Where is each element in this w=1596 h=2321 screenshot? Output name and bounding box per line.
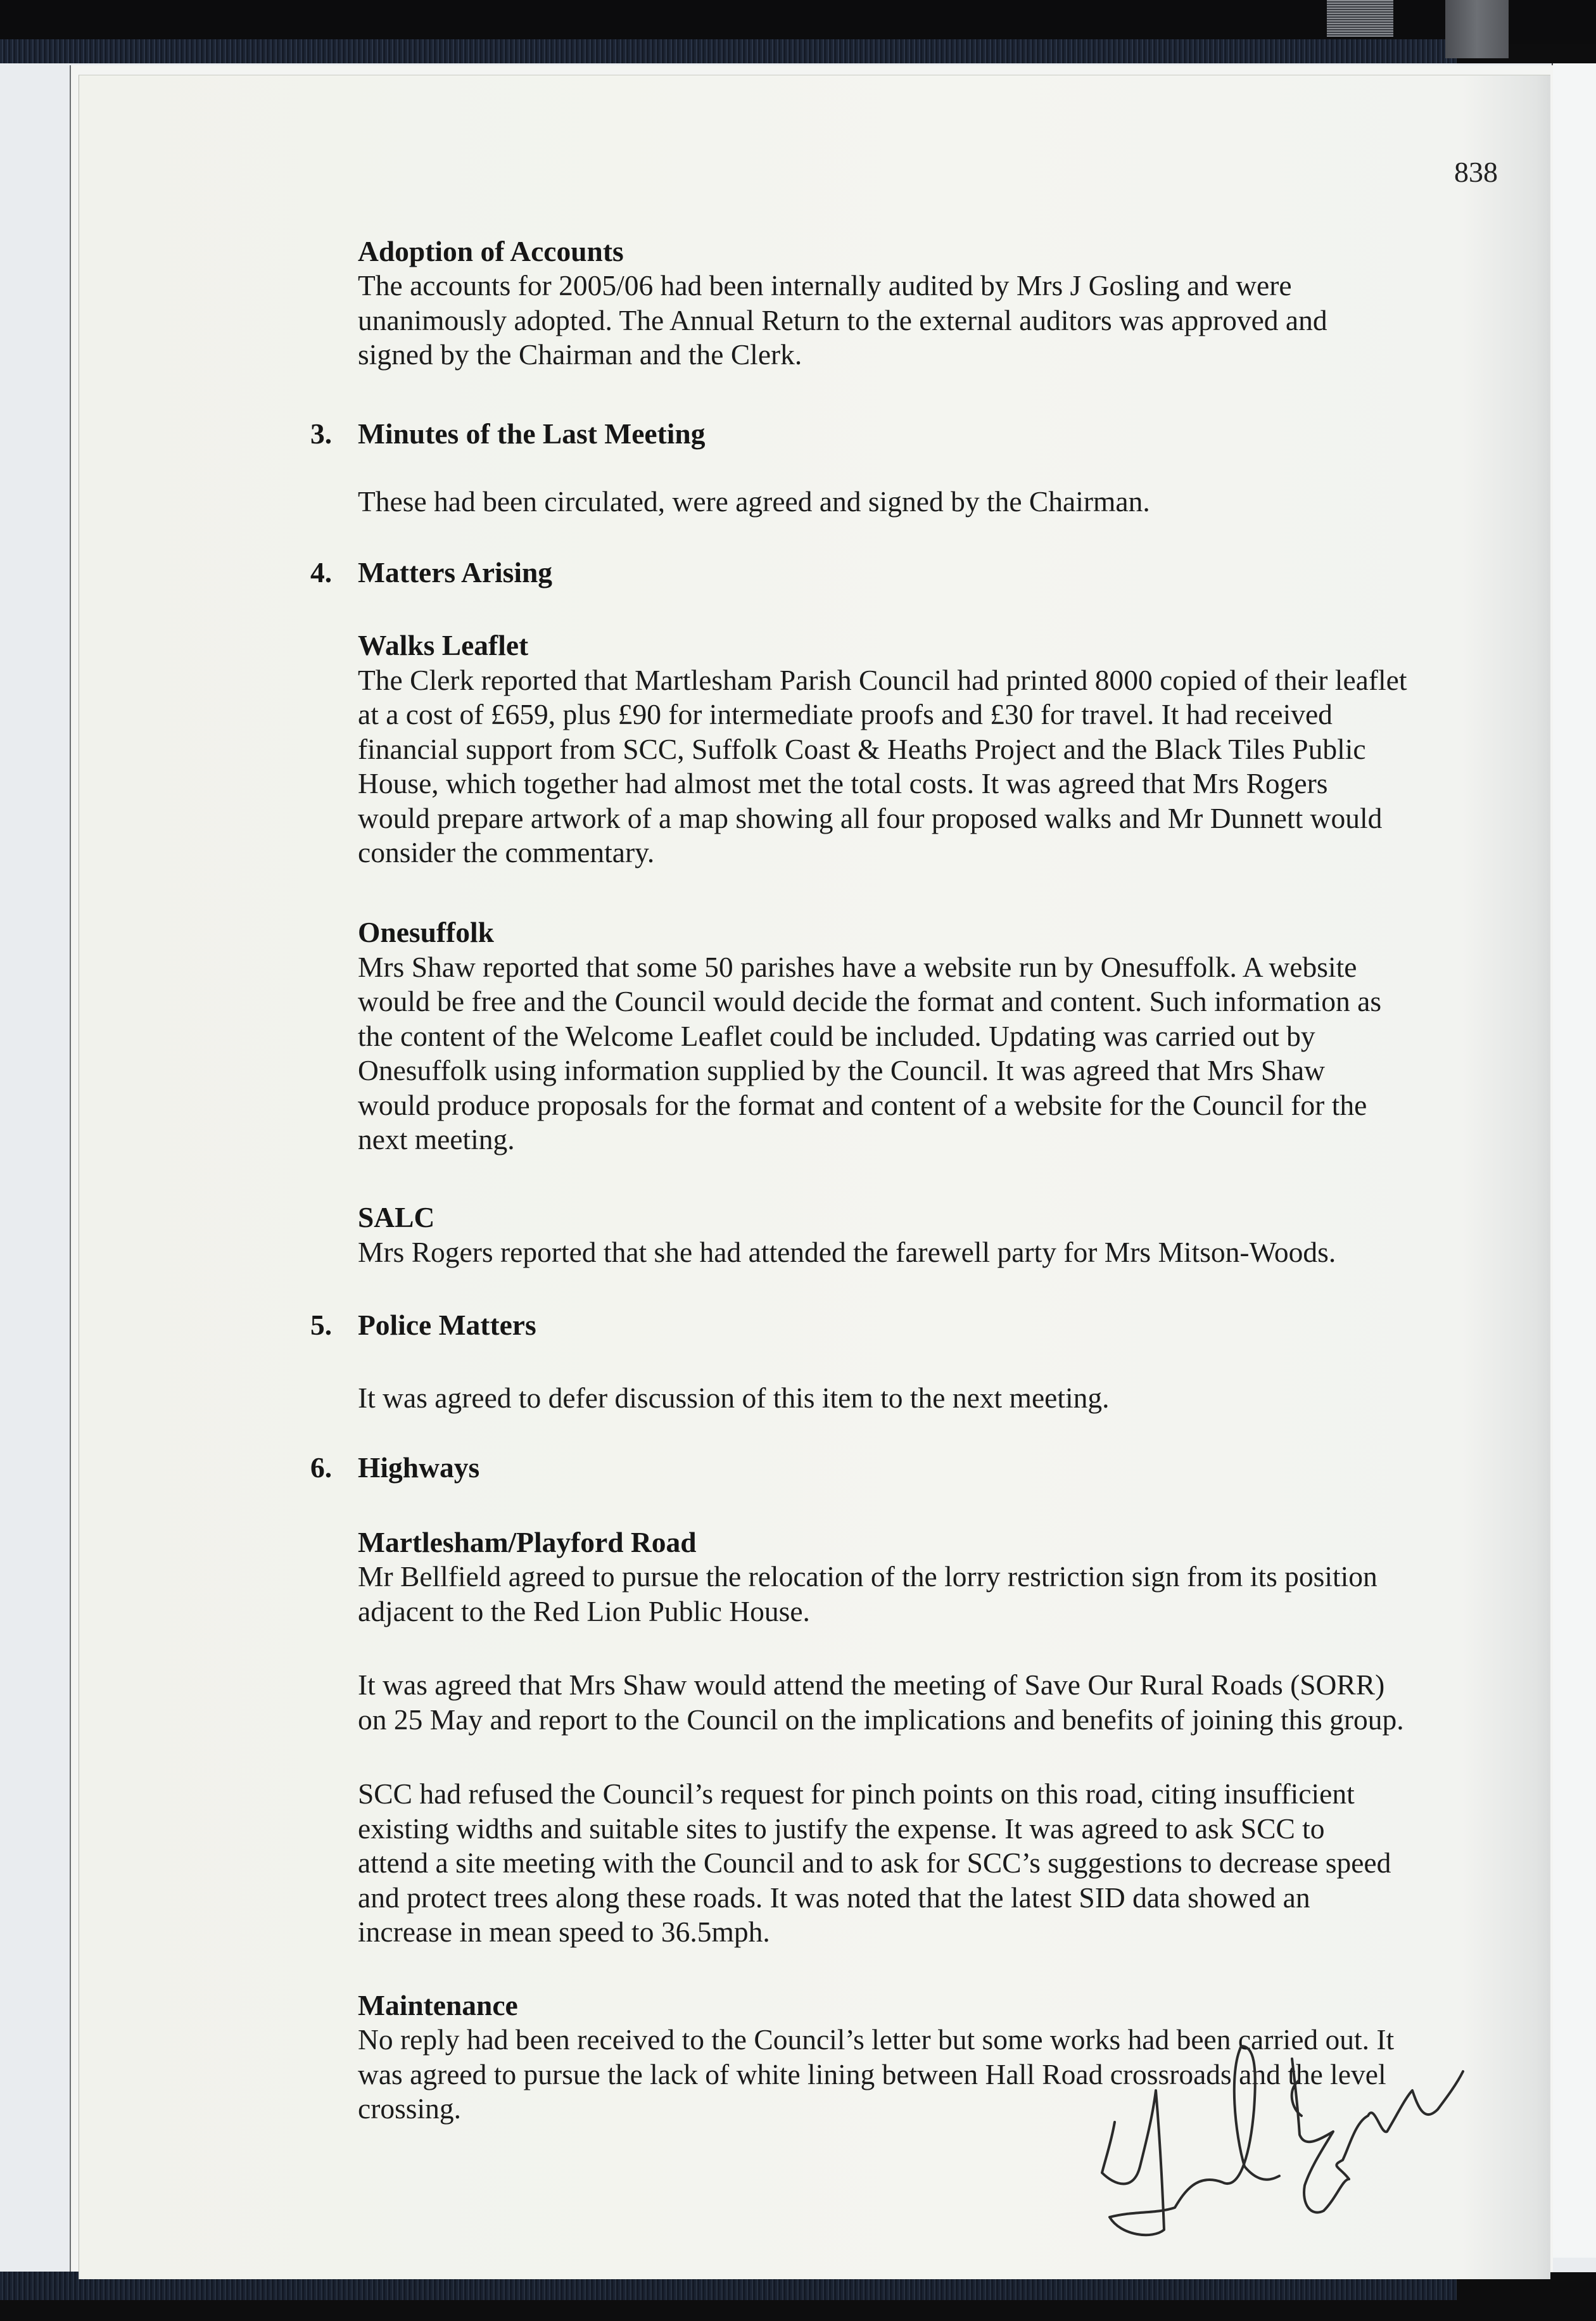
- paragraph-line: crossing.: [358, 2092, 462, 2125]
- section-heading-police: Police Matters: [358, 1309, 536, 1341]
- paragraph-line: House, which together had almost met the total costs. It was agreed that Mrs Rogers: [358, 767, 1328, 799]
- paragraph-line: on 25 May and report to the Council on the implications and benefits of joining this group.: [358, 1703, 1404, 1736]
- section-heading-matters: Matters Arising: [358, 556, 553, 588]
- signature-stroke: [1292, 2059, 1463, 2213]
- paragraph-line: SCC had refused the Council’s request for pinch points on this road, citing insufficient: [358, 1777, 1355, 1810]
- paragraph-line: adjacent to the Red Lion Public House.: [358, 1595, 810, 1627]
- section-heading-minutes: Minutes of the Last Meeting: [358, 417, 706, 450]
- paragraph-line: It was agreed to defer discussion of this item to the next meeting.: [358, 1382, 1110, 1414]
- paragraph-line: No reply had been received to the Council’s letter but some works had been carried out. It: [358, 2023, 1395, 2056]
- adjacent-page-edge: [1552, 63, 1596, 2258]
- subheading-martlesham-playford-road: Martlesham/Playford Road: [358, 1526, 697, 1558]
- subheading-onesuffolk: Onesuffolk: [358, 916, 494, 948]
- section-number: 6.: [310, 1451, 332, 1484]
- paragraph-line: It was agreed that Mrs Shaw would attend the meeting of Save Our Rural Roads (SORR): [358, 1669, 1385, 1701]
- section-heading-adoption: Adoption of Accounts: [358, 235, 624, 267]
- subheading-maintenance: Maintenance: [358, 1989, 518, 2021]
- paragraph-line: financial support from SCC, Suffolk Coast & Heaths Project and the Black Tiles Public: [358, 733, 1366, 765]
- page-number: 838: [1454, 156, 1498, 188]
- subheading-walks-leaflet: Walks Leaflet: [358, 629, 529, 661]
- binder-edge-top: [0, 39, 1457, 65]
- paragraph-line: The Clerk reported that Martlesham Parish Council had printed 8000 copied of their leaflet: [358, 664, 1407, 696]
- section-number: 3.: [310, 417, 332, 450]
- paragraph-line: next meeting.: [358, 1123, 515, 1155]
- paragraph-line: unanimously adopted. The Annual Return to the external auditors was approved and: [358, 304, 1327, 336]
- paragraph-line: would produce proposals for the format and content of a website for the Council for the: [358, 1089, 1367, 1121]
- paragraph-line: would be free and the Council would decide the format and content. Such information as: [358, 985, 1382, 1017]
- paragraph-line: the content of the Welcome Leaflet could be included. Updating was carried out by: [358, 1020, 1315, 1052]
- paragraph-line: would prepare artwork of a map showing all four proposed walks and Mr Dunnett would: [358, 802, 1383, 834]
- section-number: 4.: [310, 556, 332, 588]
- paragraph-line: at a cost of £659, plus £90 for intermediate proofs and £30 for travel. It had received: [358, 698, 1333, 730]
- handwritten-signature: [1051, 2021, 1558, 2249]
- paragraph-line: These had been circulated, were agreed and signed by the Chairman.: [358, 485, 1150, 518]
- paragraph-line: signed by the Chairman and the Clerk.: [358, 338, 802, 371]
- paragraph-line: and protect trees along these roads. It was noted that the latest SID data showed an: [358, 1881, 1310, 1914]
- subheading-salc: SALC: [358, 1201, 435, 1233]
- paragraph-line: was agreed to pursue the lack of white lining between Hall Road crossroads and the level: [358, 2058, 1386, 2090]
- paragraph-line: Mrs Rogers reported that she had attended the farewell party for Mrs Mitson-Woods.: [358, 1236, 1336, 1268]
- paragraph-line: Mr Bellfield agreed to pursue the relocation of the lorry restriction sign from its position: [358, 1560, 1378, 1593]
- paragraph-line: increase in mean speed to 36.5mph.: [358, 1916, 770, 1948]
- paragraph-line: The accounts for 2005/06 had been internally audited by Mrs J Gosling and were: [358, 269, 1292, 302]
- signature-stroke: [1102, 2046, 1279, 2235]
- paragraph-line: attend a site meeting with the Council and to ask for SCC’s suggestions to decrease speed: [358, 1847, 1391, 1879]
- binder-clip: [1327, 0, 1393, 37]
- paragraph-line: consider the commentary.: [358, 836, 655, 868]
- paragraph-line: existing widths and suitable sites to justify the expense. It was agreed to ask SCC to: [358, 1812, 1325, 1845]
- binder-clip: [1445, 0, 1509, 58]
- section-heading-highways: Highways: [358, 1451, 480, 1484]
- section-number: 5.: [310, 1309, 332, 1341]
- document-page: [79, 75, 1550, 2279]
- paragraph-line: Onesuffolk using information supplied by the Council. It was agreed that Mrs Shaw: [358, 1054, 1325, 1086]
- paragraph-line: Mrs Shaw reported that some 50 parishes have a website run by Onesuffolk. A website: [358, 951, 1357, 983]
